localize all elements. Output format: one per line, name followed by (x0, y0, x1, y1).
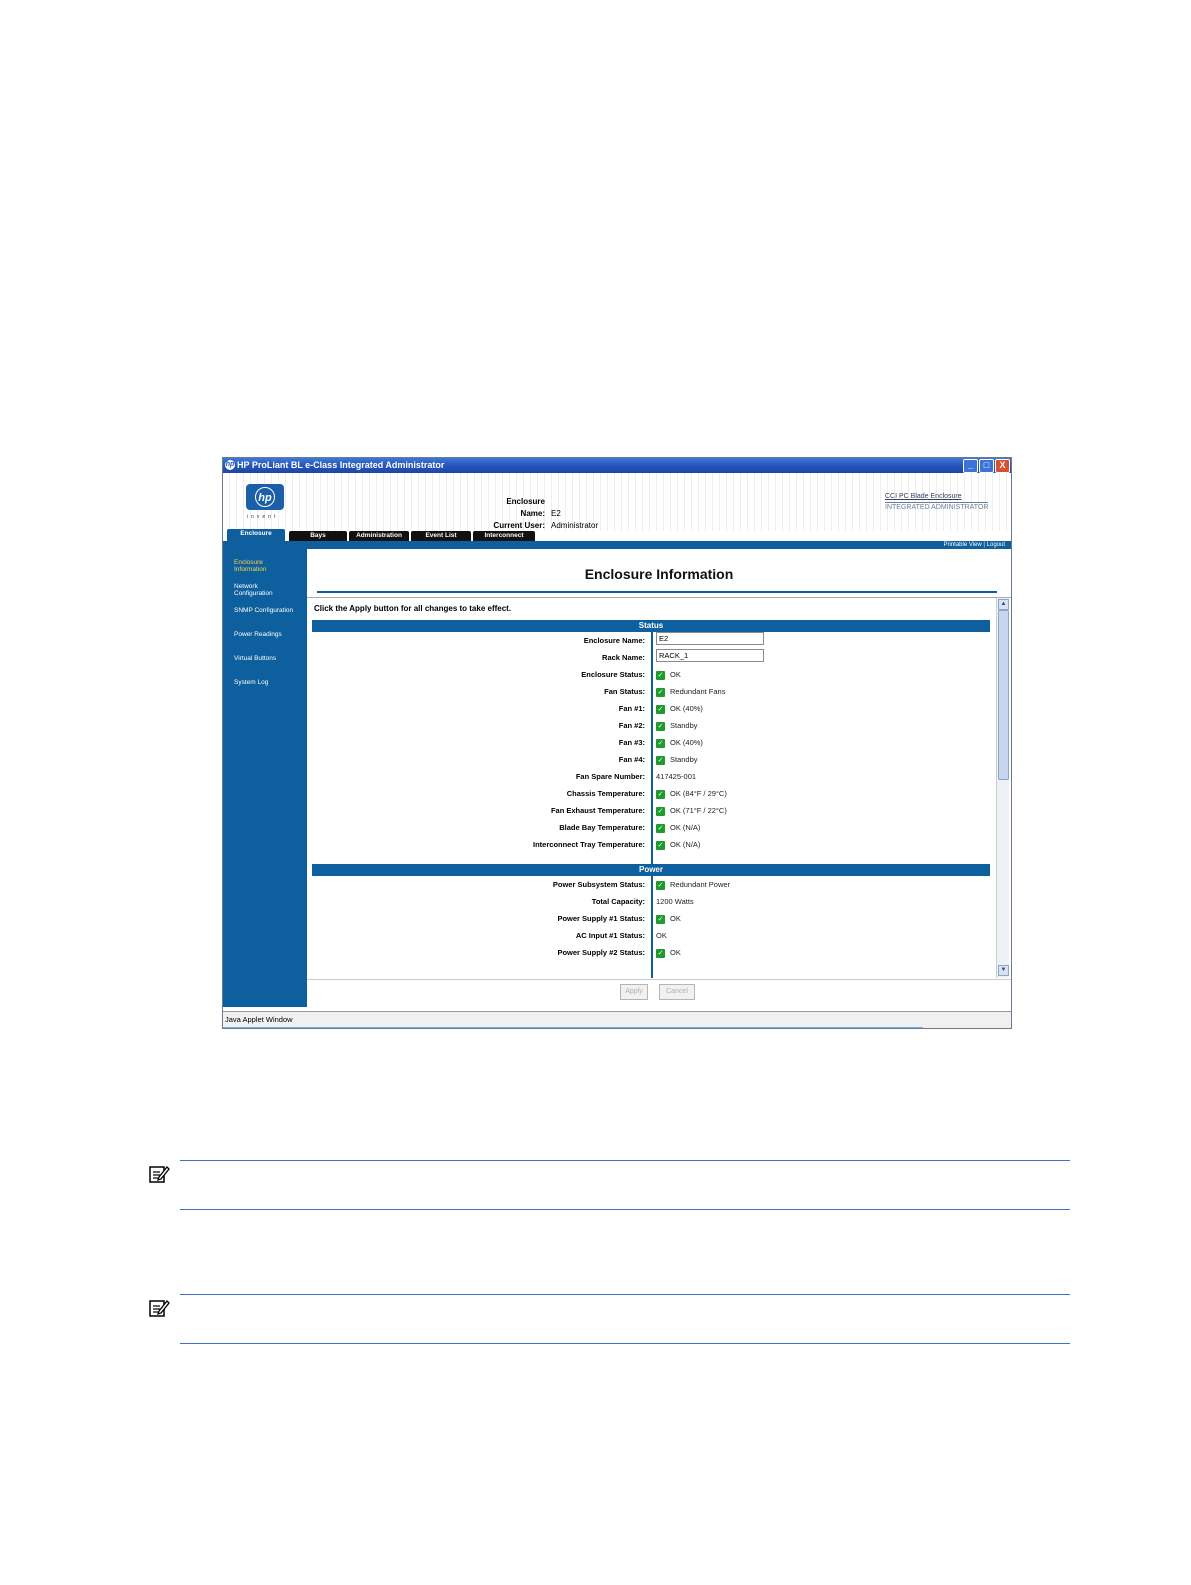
field-value: 1200 Watts (656, 897, 694, 906)
hp-app-icon: hp (225, 461, 235, 468)
note-box (180, 1294, 1070, 1344)
table-row (312, 700, 990, 717)
enclosure-name-value: E2 (551, 509, 561, 518)
field-value (656, 738, 703, 748)
field-value (656, 704, 703, 714)
status-text: OK (84°F / 29°C) (670, 789, 727, 798)
window-statusbar (223, 1011, 1011, 1028)
enclosure-summary (485, 496, 645, 532)
status-text: Redundant Power (670, 880, 731, 889)
rack-name-input[interactable] (656, 649, 764, 662)
field-label: AC Input #1 Status: (575, 931, 645, 940)
table-row (312, 683, 990, 700)
tab-underline-bar (223, 541, 1011, 549)
field-value: OK (656, 931, 667, 940)
field-value (656, 721, 698, 731)
app-header (223, 473, 1011, 531)
field-label: Interconnect Tray Temperature: (533, 840, 645, 849)
table-row (312, 944, 990, 961)
statusbar-text: Java Applet Window (225, 1015, 293, 1024)
field-value (656, 687, 725, 697)
field-label: Power Supply #2 Status: (557, 948, 645, 957)
field-label: Fan #3: (618, 738, 645, 747)
field-value (656, 755, 698, 765)
table-row (312, 802, 990, 819)
window-titlebar[interactable] (223, 458, 1011, 473)
status-text: OK (N/A) (670, 840, 701, 849)
field-value (656, 789, 727, 799)
table-row (312, 927, 990, 944)
field-label: Power Subsystem Status: (552, 880, 645, 889)
enclosure-name-label: Enclosure Name: (506, 497, 545, 518)
field-value (656, 840, 700, 850)
product-line-2: INTEGRATED ADMINISTRATOR (885, 504, 989, 511)
ok-check-icon: ✓ (657, 949, 664, 957)
logout-link[interactable]: Logout (986, 542, 1005, 548)
tab-bays[interactable]: Bays (289, 531, 347, 541)
table-row (312, 649, 990, 666)
table-row (312, 632, 990, 649)
field-value: 417425-001 (656, 772, 697, 781)
window-title: HP ProLiant BL e-Class Integrated Administrator (237, 460, 445, 470)
ok-check-icon: ✓ (657, 688, 664, 696)
status-text: OK (670, 670, 681, 679)
title-divider (317, 591, 997, 593)
status-text: Standby (670, 721, 698, 730)
status-text: OK (670, 948, 681, 957)
link-separator: | (983, 542, 985, 548)
field-label: Fan Status: (604, 687, 645, 696)
hp-logo-tagline: invent (247, 514, 279, 520)
table-row (312, 785, 990, 802)
table-row (312, 734, 990, 751)
field-label: Rack Name: (602, 653, 645, 662)
field-label: Fan Spare Number: (575, 772, 645, 781)
table-row (312, 819, 990, 836)
current-user-label: Current User: (493, 521, 545, 530)
tab-interconnect[interactable]: Interconnect (473, 531, 535, 541)
sidebar-item-enclosure-information[interactable]: Enclosure Information (234, 559, 267, 573)
ok-check-icon: ✓ (657, 739, 664, 747)
sidebar-nav (223, 549, 307, 1007)
field-label: Total Capacity: (591, 897, 645, 906)
table-row (312, 836, 990, 853)
field-value (656, 948, 681, 958)
status-text: OK (40%) (670, 738, 703, 747)
sidebar-item-virtual-buttons[interactable]: Virtual Buttons (234, 655, 277, 662)
field-label: Fan #1: (618, 704, 645, 713)
note-box (180, 1160, 1070, 1210)
main-content (307, 549, 1011, 1007)
ok-check-icon: ✓ (657, 881, 664, 889)
ok-check-icon: ✓ (657, 756, 664, 764)
page-title: Enclosure Information (584, 566, 734, 582)
field-label: Power Supply #1 Status: (557, 914, 645, 923)
form-button-bar (307, 979, 1011, 1008)
ok-check-icon: ✓ (657, 671, 664, 679)
table-row (312, 876, 990, 893)
vertical-scrollbar[interactable] (996, 598, 1009, 978)
field-label: Fan Exhaust Temperature: (550, 806, 645, 815)
ok-check-icon: ✓ (657, 824, 664, 832)
field-value (656, 914, 681, 924)
sidebar-item-network-configuration[interactable]: Network Configuration (234, 583, 273, 597)
table-row (312, 910, 990, 927)
field-label: Fan #4: (618, 755, 645, 764)
sidebar-item-snmp-configuration[interactable]: SNMP Configuration (234, 607, 294, 614)
table-row (312, 751, 990, 768)
statusbar-accent-line (223, 1027, 923, 1028)
apply-instruction: Click the Apply button for all changes to take effect. (314, 604, 512, 613)
cancel-button[interactable]: Cancel (659, 984, 695, 1000)
top-links (943, 541, 1005, 549)
scroll-thumb[interactable] (998, 610, 1009, 780)
table-row (312, 768, 990, 785)
hp-logo (246, 484, 284, 510)
scroll-area[interactable] (307, 597, 1011, 978)
ok-check-icon: ✓ (657, 915, 664, 923)
tab-enclosure[interactable]: Enclosure (227, 529, 285, 541)
tab-event-list[interactable]: Event List (411, 531, 471, 541)
field-label: Enclosure Name: (583, 636, 645, 645)
status-text: Standby (670, 755, 698, 764)
field-value (656, 806, 727, 816)
field-label: Enclosure Status: (581, 670, 645, 679)
close-button[interactable]: X (995, 459, 1010, 473)
status-text: OK (N/A) (670, 823, 701, 832)
status-text: OK (670, 914, 681, 923)
sidebar-item-system-log[interactable]: System Log (234, 679, 269, 686)
ok-check-icon: ✓ (657, 705, 664, 713)
hp-logo-mark: hp (255, 487, 275, 507)
ok-check-icon: ✓ (657, 807, 664, 815)
current-user-value: Administrator (551, 521, 599, 530)
ok-check-icon: ✓ (657, 790, 664, 798)
printable-view-link[interactable]: Printable View (943, 542, 982, 548)
enclosure-name-input[interactable] (656, 632, 764, 645)
scroll-up-icon[interactable]: ▲ (998, 599, 1009, 610)
product-line-1: CCI PC Blade Enclosure (885, 493, 962, 500)
field-label: Fan #2: (618, 721, 645, 730)
tab-administration[interactable]: Administration (349, 531, 409, 541)
status-text: Redundant Fans (670, 687, 726, 696)
minimize-button[interactable]: _ (963, 459, 978, 473)
status-text: OK (40%) (670, 704, 703, 713)
sidebar-item-power-readings[interactable]: Power Readings (234, 631, 282, 638)
field-value (656, 823, 700, 833)
apply-button[interactable]: Apply (620, 984, 648, 1000)
note-icon (148, 1163, 170, 1185)
power-section-header: Power (312, 864, 990, 876)
table-row (312, 893, 990, 910)
product-name (885, 492, 988, 513)
maximize-button[interactable]: □ (979, 459, 994, 473)
status-text: OK (71°F / 22°C) (670, 806, 727, 815)
main-tabs (223, 531, 1011, 541)
status-section-header: Status (312, 620, 990, 632)
application-window (223, 458, 1011, 1028)
field-value (656, 880, 730, 890)
ok-check-icon: ✓ (657, 841, 664, 849)
field-label: Chassis Temperature: (566, 789, 645, 798)
field-label: Blade Bay Temperature: (559, 823, 645, 832)
scroll-down-icon[interactable]: ▼ (998, 965, 1009, 976)
note-icon (148, 1297, 170, 1319)
table-row (312, 717, 990, 734)
table-row (312, 666, 990, 683)
field-value (656, 670, 681, 680)
ok-check-icon: ✓ (657, 722, 664, 730)
